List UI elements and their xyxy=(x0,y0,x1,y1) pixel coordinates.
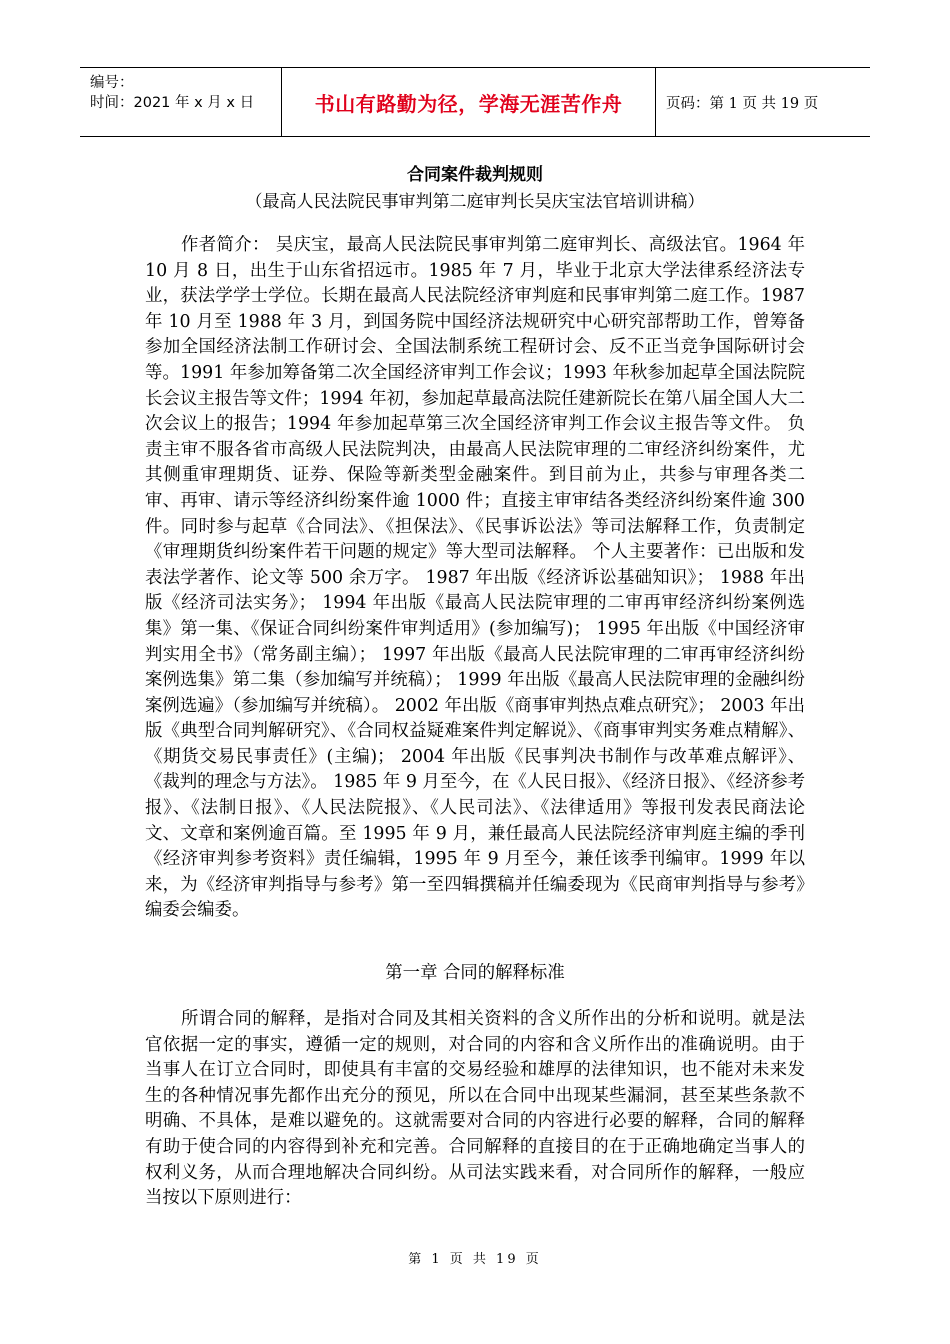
author-intro-paragraph: 作者简介： 吴庆宝，最高人民法院民事审判第二庭审判长、高级法官。1964 年 10 月 8 日，出生于山东省招远市。1985 年 7 月，毕业于北京大学法律系经济法专业，获法学学士学位。长期在最高人民法院经济审判庭和民事审判第二庭工作。1987 年 10 月至 1988 年 3 月，到国务院中国经济法规研究中心研究部帮助工作，曾筹备参加全国经济法制工作研讨会、全国法制系统工程研讨会、反不正当竞争国际研讨会等。1991 年参加筹备第二次全国经济审判工作会议；1993 年秋参加起草全国法院院长会议主报告等文件；1994 年初，参加起草最高法院任建新院长在第八届全国人大二次会议上的报告；1994 年参加起草第三次全国经济审判工作会议主报告等文件。 负责主审不服各省市高级人民法院判决，由最高人民法院审理的二审经济纠纷案件，尤其侧重审理期货、证券、保险等新类型金融案件。到目前为止，共参与审理各类二审、再审、请示等经济纠纷案件逾 1000 件；直接主审审结各类经济纠纷案件逾 300 件。同时参与起草《合同法》、《担保法》、《民事诉讼法》等司法解释工作，负责制定《审理期货纠纷案件若干问题的规定》等大型司法解释。 个人主要著作：已出版和发表法学著作、论文等 500 余万字。 1987 年出版《经济诉讼基础知识》； 1988 年出版《经济司法实务》； 1994 年出版《最高人民法院审理的二审再审经济纠纷案例选集》第一集、《保证合同纠纷案件审判适用》(参加编写)； 1995 年出版《中国经济审判实用全书》（常务副主编）； 1997 年出版《最高人民法院审理的二审再审经济纠纷案例选集》第二集（参加编写并统稿）； 1999 年出版《最高人民法院审理的金融纠纷案例选遍》（参加编写并统稿）。 2002 年出版《商事审判热点难点研究》； 2003 年出版《典型合同判解研究》、《合同权益疑难案件判定解说》、《商事审判实务难点精解》、《期货交易民事责任》(主编)； 2004 年出版《民事判决书制作与改革难点解评》、《裁判的理念与方法》。 1985 年 9 月至今，在《人民日报》、《经济日报》、《经济参考报》、《法制日报》、《人民法院报》、《人民司法》、《法律适用》等报刊发表民商法论文、文章和案例逾百篇。至 1995 年 9 月，兼任最高人民法院经济审判庭主编的季刊《经济审判参考资料》责任编辑，1995 年 9 月至今，兼任该季刊编审。1999 年以来，为《经济审判指导与参考》第一至四辑撰稿并任编委现为《民商审判指导与参考》编委会编委。 xyxy=(145,235,806,921)
chapter-paragraph: 所谓合同的解释，是指对合同及其相关资料的含义所作出的分析和说明。就是法官依据一定的事实，遵循一定的规则，对合同的内容和含义所作出的准确说明。由于当事人在订立合同时，即使具有丰富的交易经验和雄厚的法律知识，也不能对未来发生的各种情况事先都作出充分的预见，所以在合同中出现某些漏洞，甚至某些条款不明确、不具体，是难以避免的。这就需要对合同的内容进行必要的解释，合同的解释有助于使合同的内容得到补充和完善。合同解释的直接目的在于正确地确定当事人的权利义务，从而合理地解决合同纠纷。从司法实践来看，对合同所作的解释，一般应当按以下原则进行： xyxy=(145,1009,805,1209)
header-page-cell xyxy=(656,68,870,136)
document-number-label: 编号： xyxy=(90,75,134,91)
page-footer: 第 1 页 共 19 页 xyxy=(408,1252,542,1267)
document-title: 合同案件裁判规则 xyxy=(407,165,543,185)
document-header xyxy=(80,67,870,137)
header-page-label: 页码：第 1 页 共 19 页 xyxy=(666,95,819,112)
header-motto-cell xyxy=(282,68,656,136)
header-motto: 书山有路勤为径，学海无涯苦作舟 xyxy=(314,91,623,116)
chapter-heading: 第一章 合同的解释标准 xyxy=(385,963,565,983)
document-date-label: 时间：2021 年 x 月 x 日 xyxy=(90,95,255,111)
header-meta-cell xyxy=(80,68,282,136)
document-subtitle: （最高人民法院民事审判第二庭审判长吴庆宝法官培训讲稿） xyxy=(245,192,705,212)
